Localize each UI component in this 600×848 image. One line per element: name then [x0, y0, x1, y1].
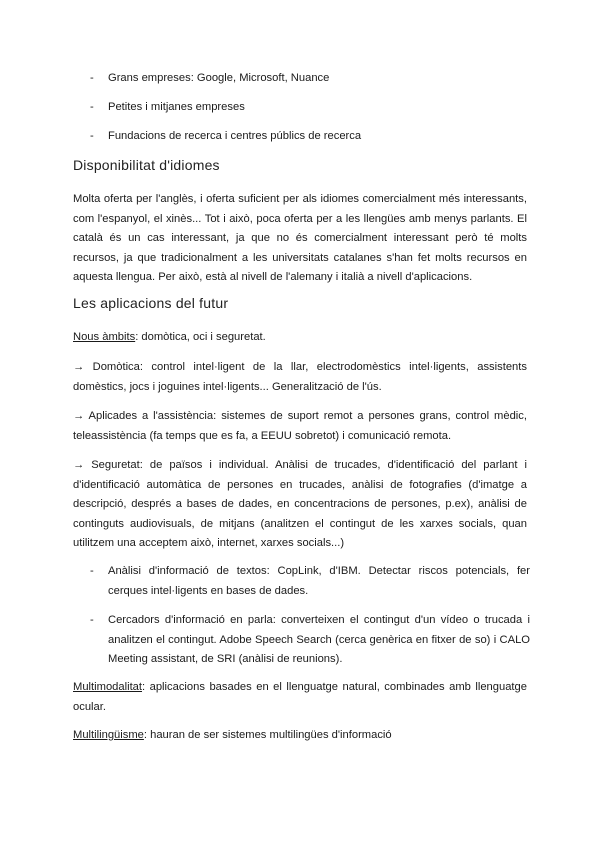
list-item-text: Fundacions de recerca i centres públics de recerca [108, 130, 362, 142]
list-item [90, 98, 530, 118]
list-item [90, 562, 530, 601]
bullet-dash: - [90, 614, 94, 626]
bullet-dash: - [90, 72, 94, 84]
multilinguism-paragraph [73, 726, 527, 746]
multilinguism-label: Multilingüisme [73, 729, 144, 741]
new-areas-text: : domòtica, oci i seguretat. [135, 331, 266, 343]
domotics-paragraph: → Domòtica: control intel·ligent de la llar, electrodomèstics intel·ligents, assistents domèstics, jocs i joguines intel·ligents... Generalització de l'ús. [73, 361, 527, 393]
list-item [90, 611, 530, 670]
section-heading-future: Les aplicacions del futur [73, 295, 229, 311]
list-item [90, 127, 530, 147]
bullet-dash: - [90, 101, 94, 113]
list-item-text: Petites i mitjanes empreses [108, 101, 245, 113]
section-heading-languages: Disponibilitat d'idiomes [73, 157, 220, 173]
bullet-dash: - [90, 565, 94, 577]
bullet-dash: - [90, 130, 94, 142]
multimodality-label: Multimodalitat [73, 681, 143, 693]
languages-paragraph: Molta oferta per l'anglès, i oferta suficient per als idiomes comercialment més interessants, com l'espanyol, el xinès... Tot i això, poca oferta per a les llengües amb menys parlants. El català és un cas interessant, ja que no és comercialment interessant però té molts recursos, ja que tradicionalment a les universitats catalanes s'han fet molts recursos en aquesta llengua. Per això, està al nivell de l'alemany i italià a nivell d'aplicacions. [73, 193, 527, 283]
list-item-text: Cercadors d'informació en parla: converteixen el contingut d'un vídeo o trucada i analitzen el contingut. Adobe Speech Search (cerca genèrica en fitxer de so) i CALO Meeting assistant, de SRI (anàlisi de reunions). [108, 614, 530, 665]
security-paragraph: → Seguretat: de països i individual. Anàlisi de trucades, d'identificació del parlant i d'identificació automàtica de persones en trucades, anàlisi de fotografies (d'imatge a descripció, després a bases de dades, en concentracions de persones, p.ex), anàlisi de continguts audiovisuals, de mitjans (analitzen el contingut de les xarxes socials, quan utilitzem una acceptem això, internet, xarxes socials...) [73, 459, 527, 549]
list-item-text: Grans empreses: Google, Microsoft, Nuance [108, 72, 330, 84]
new-areas-label: Nous àmbits [73, 331, 136, 343]
multilinguism-text: : hauran de ser sistemes multilingües d'informació [143, 729, 392, 741]
multimodality-paragraph [73, 678, 527, 717]
assistance-paragraph: → Aplicades a l'assistència: sistemes de suport remot a persones grans, control mèdic, teleassistència (fa temps que es fa, a EEUU sobretot) i comunicació remota. [73, 410, 527, 442]
list-item-text: Anàlisi d'informació de textos: CopLink, d'IBM. Detectar riscos potencials, fer cerques intel·ligents en bases de dades. [108, 565, 530, 597]
new-areas-paragraph [73, 328, 527, 348]
list-item [90, 69, 530, 89]
multimodality-text: : aplicacions basades en el llenguatge natural, combinades amb llenguatge ocular. [73, 681, 527, 713]
